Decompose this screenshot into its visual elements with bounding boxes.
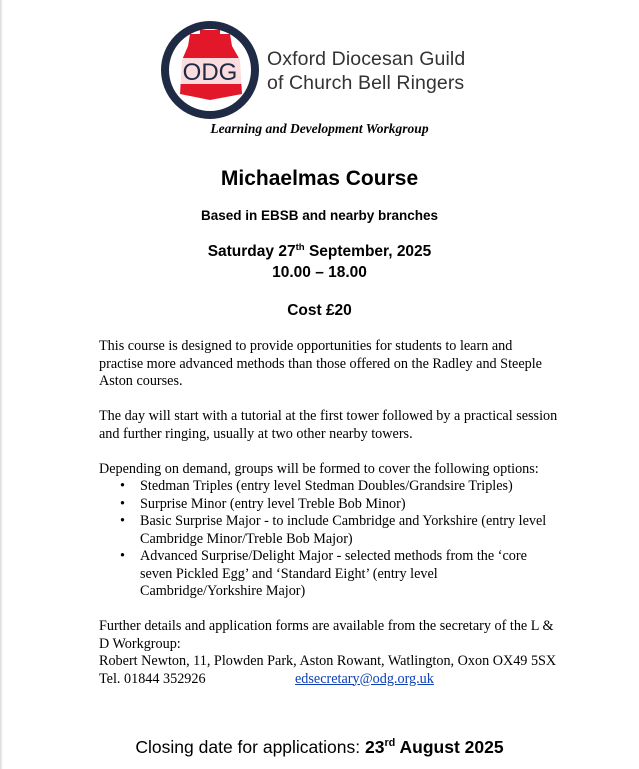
page-edge bbox=[0, 0, 3, 769]
list-item bbox=[120, 478, 559, 496]
closing-date-suffix: rd bbox=[384, 737, 396, 750]
workgroup-name: Learning and Development Workgroup bbox=[210, 121, 429, 136]
closing-date bbox=[0, 737, 639, 758]
list-item bbox=[120, 495, 559, 514]
bullet-icon: • bbox=[120, 495, 125, 512]
list-item bbox=[120, 513, 559, 548]
course-time: 10.00 – 18.00 bbox=[272, 264, 367, 281]
guild-name-line2: of Church Bell Ringers bbox=[267, 72, 465, 94]
contact-row bbox=[99, 671, 559, 689]
logo-text: ODG bbox=[182, 59, 238, 86]
closing-date-day: 23 bbox=[364, 737, 385, 757]
course-date-suffix: th bbox=[295, 241, 305, 253]
course-description bbox=[99, 338, 559, 688]
schedule-paragraph: The day will start with a tutorial at the first tower followed by a practical session and further ringing, usually at two other nearby towers. bbox=[99, 408, 558, 442]
options-paragraph: Depending on demand, groups will be formed to cover the following options: bbox=[99, 460, 539, 477]
contact-email-link[interactable]: edsecretary@odg.org.uk bbox=[295, 670, 434, 687]
bullet-icon: • bbox=[120, 513, 125, 529]
bullet-icon: • bbox=[120, 548, 125, 564]
option-text: Advanced Surprise/Delight Major - selected methods from the ‘core seven Pickled Egg’ and ‘Standard Eight’ (entry level Cambridge/Yorkshire Major) bbox=[140, 548, 527, 599]
course-subtitle: Based in EBSB and nearby branches bbox=[200, 208, 439, 223]
guild-logo bbox=[160, 20, 260, 120]
contact-paragraph: Further details and application forms are available from the secretary of the L & D Workgroup: bbox=[99, 618, 554, 652]
options-list bbox=[99, 478, 559, 601]
list-item bbox=[120, 548, 559, 601]
closing-date-rest: August 2025 bbox=[395, 737, 504, 757]
closing-date-label: Closing date for applications: bbox=[135, 737, 365, 757]
guild-name bbox=[267, 47, 465, 95]
option-text: Basic Surprise Major - to include Cambridge and Yorkshire (entry level Cambridge Minor/Treble Bob Major) bbox=[140, 513, 547, 547]
course-date bbox=[0, 243, 639, 261]
contact-address: Robert Newton, 11, Plowden Park, Aston Rowant, Watlington, Oxon OX49 5SX bbox=[99, 653, 557, 669]
bell-logo-icon bbox=[160, 20, 260, 120]
course-date-rest: September, 2025 bbox=[304, 243, 432, 260]
course-title: Michaelmas Course bbox=[220, 167, 419, 190]
course-date-day: Saturday 27 bbox=[207, 243, 296, 260]
course-cost: Cost £20 bbox=[287, 302, 352, 319]
option-text: Stedman Triples (entry level Stedman Doubles/Grandsire Triples) bbox=[140, 478, 513, 494]
option-text: Surprise Minor (entry level Treble Bob Minor) bbox=[140, 495, 406, 512]
contact-phone: Tel. 01844 352926 bbox=[99, 670, 206, 687]
guild-name-line1: Oxford Diocesan Guild bbox=[267, 48, 466, 70]
bullet-icon: • bbox=[120, 478, 125, 494]
intro-paragraph: This course is designed to provide opportunities for students to learn and practise more advanced methods than those offered on the Radley and Steeple Aston courses. bbox=[99, 338, 542, 389]
